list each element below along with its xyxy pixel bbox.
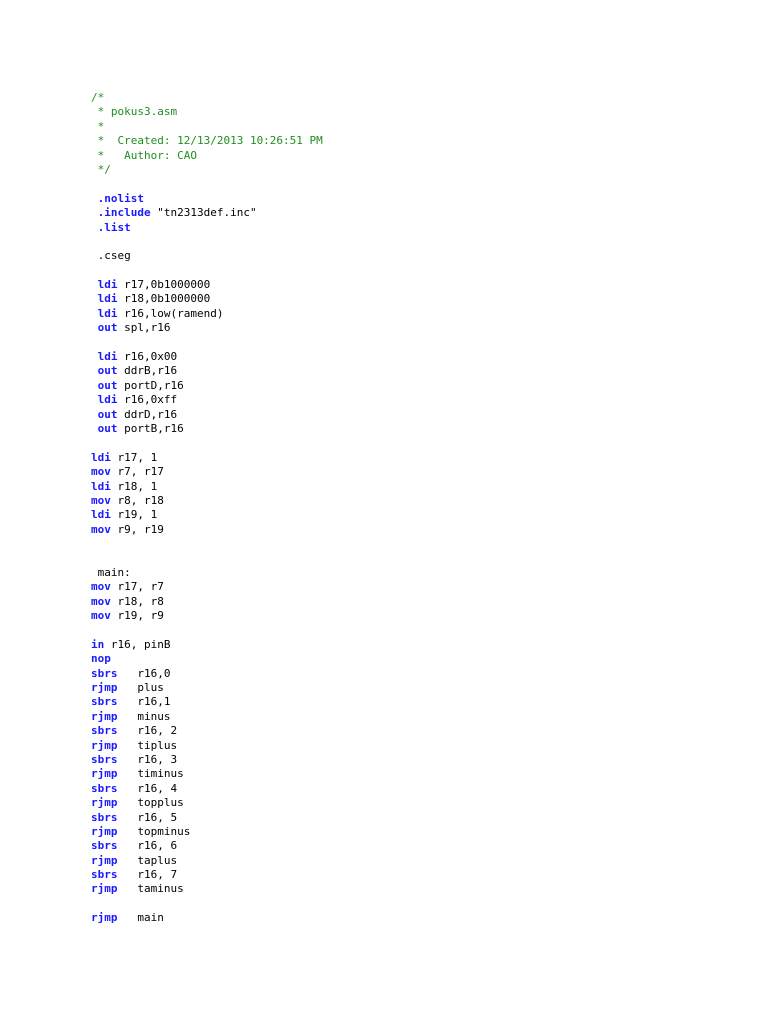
code-line (91, 235, 323, 249)
code-operand: r9, r19 (110, 522, 164, 536)
code-keyword: ldi (91, 292, 118, 306)
code-operand: r16, pinB (104, 637, 171, 651)
code-keyword: rjmp (91, 767, 118, 781)
code-operand: r7, r17 (110, 465, 164, 479)
code-line (91, 868, 323, 882)
code-line (91, 163, 323, 177)
code-listing (91, 91, 323, 926)
code-keyword: ldi (91, 479, 111, 493)
code-keyword: ldi (91, 508, 111, 522)
code-keyword: ldi (91, 350, 118, 364)
code-line (91, 451, 323, 465)
code-line (91, 523, 323, 537)
code-operand: r16,0x00 (117, 350, 178, 364)
code-comment: */ (91, 162, 111, 176)
code-line (91, 897, 323, 911)
code-operand: topminus (117, 824, 191, 838)
code-operand: ddrB,r16 (117, 364, 178, 378)
code-line (91, 782, 323, 796)
code-keyword: out (91, 407, 118, 421)
code-keyword: .include (91, 206, 151, 220)
code-line (91, 695, 323, 709)
code-keyword: sbrs (91, 810, 118, 824)
code-line (91, 724, 323, 738)
code-keyword: rjmp (91, 824, 118, 838)
code-operand: main: (91, 565, 131, 579)
code-operand: r19, r9 (110, 609, 164, 623)
code-operand: topplus (117, 796, 184, 810)
code-operand: timinus (117, 767, 184, 781)
code-line (91, 796, 323, 810)
code-line (91, 264, 323, 278)
code-operand: spl,r16 (117, 321, 171, 335)
code-line (91, 652, 323, 666)
code-keyword: rjmp (91, 882, 118, 896)
code-line (91, 480, 323, 494)
code-keyword: rjmp (91, 796, 118, 810)
code-line (91, 422, 323, 436)
code-line (91, 249, 323, 263)
code-keyword: .list (91, 220, 131, 234)
code-line (91, 465, 323, 479)
code-keyword: sbrs (91, 666, 118, 680)
code-line (91, 350, 323, 364)
code-keyword: sbrs (91, 695, 118, 709)
code-line (91, 192, 323, 206)
code-operand: r18, r8 (110, 594, 164, 608)
code-line (91, 494, 323, 508)
code-line (91, 623, 323, 637)
code-operand: r8, r18 (110, 493, 164, 507)
code-line (91, 221, 323, 235)
code-operand: r16, 4 (117, 781, 178, 795)
code-operand: r16, 6 (117, 839, 178, 853)
code-line (91, 364, 323, 378)
code-line (91, 508, 323, 522)
code-line (91, 177, 323, 191)
code-keyword: sbrs (91, 868, 118, 882)
code-keyword: rjmp (91, 681, 118, 695)
code-line (91, 408, 323, 422)
code-keyword: mov (91, 609, 111, 623)
code-line (91, 825, 323, 839)
code-operand: tiplus (117, 738, 178, 752)
code-line (91, 882, 323, 896)
code-keyword: mov (91, 594, 111, 608)
code-keyword: ldi (91, 393, 118, 407)
code-operand: r17, r7 (110, 580, 164, 594)
code-line (91, 134, 323, 148)
code-keyword: rjmp (91, 709, 118, 723)
code-operand: r17,0b1000000 (117, 278, 211, 292)
code-keyword: rjmp (91, 911, 118, 925)
code-comment: /* (91, 91, 105, 104)
code-keyword: rjmp (91, 853, 118, 867)
code-line (91, 278, 323, 292)
code-operand: "tn2313def.inc" (150, 206, 257, 220)
code-operand: portD,r16 (117, 378, 184, 392)
code-operand: main (117, 911, 164, 925)
code-line (91, 767, 323, 781)
code-operand: taminus (117, 882, 184, 896)
code-keyword: mov (91, 465, 111, 479)
code-operand: r16,0 (117, 666, 171, 680)
code-line (91, 393, 323, 407)
code-line (91, 811, 323, 825)
code-comment: * Author: CAO (91, 148, 197, 162)
code-line (91, 379, 323, 393)
code-line (91, 667, 323, 681)
code-line (91, 753, 323, 767)
code-operand: r18, 1 (110, 479, 158, 493)
code-keyword: ldi (91, 278, 118, 292)
code-keyword: mov (91, 580, 111, 594)
code-keyword: mov (91, 522, 111, 536)
code-comment: * (91, 119, 105, 133)
code-operand: r16,0xff (117, 393, 178, 407)
code-line (91, 436, 323, 450)
code-line (91, 321, 323, 335)
code-line (91, 206, 323, 220)
code-keyword: in (91, 637, 105, 651)
code-line (91, 149, 323, 163)
code-keyword: ldi (91, 450, 111, 464)
code-keyword: sbrs (91, 724, 118, 738)
code-line (91, 638, 323, 652)
code-operand: r16,low(ramend) (117, 306, 224, 320)
code-keyword: mov (91, 493, 111, 507)
code-keyword: ldi (91, 306, 118, 320)
code-operand: r16, 7 (117, 868, 178, 882)
code-keyword: sbrs (91, 781, 118, 795)
code-operand: r16, 2 (117, 724, 178, 738)
code-keyword: out (91, 364, 118, 378)
code-line (91, 120, 323, 134)
code-keyword: sbrs (91, 752, 118, 766)
code-keyword: sbrs (91, 839, 118, 853)
code-operand: r16, 5 (117, 810, 178, 824)
code-line (91, 681, 323, 695)
code-line (91, 609, 323, 623)
code-line (91, 566, 323, 580)
code-operand: r16,1 (117, 695, 171, 709)
code-keyword: .nolist (91, 191, 144, 205)
code-operand: ddrD,r16 (117, 407, 178, 421)
code-operand: .cseg (91, 249, 131, 263)
code-line (91, 911, 323, 925)
code-operand: r17, 1 (110, 450, 158, 464)
code-operand: r18,0b1000000 (117, 292, 211, 306)
code-line (91, 292, 323, 306)
code-line (91, 336, 323, 350)
code-operand: r19, 1 (110, 508, 158, 522)
code-line (91, 552, 323, 566)
code-keyword: out (91, 421, 118, 435)
code-comment: * pokus3.asm (91, 105, 178, 119)
code-operand: portB,r16 (117, 421, 184, 435)
code-line (91, 580, 323, 594)
code-keyword: rjmp (91, 738, 118, 752)
code-line (91, 91, 323, 105)
code-operand: taplus (117, 853, 178, 867)
code-operand: r16, 3 (117, 752, 178, 766)
code-line (91, 307, 323, 321)
code-line (91, 839, 323, 853)
code-line (91, 739, 323, 753)
code-keyword: out (91, 378, 118, 392)
code-keyword: out (91, 321, 118, 335)
code-operand: plus (117, 681, 164, 695)
code-operand: minus (117, 709, 171, 723)
code-line (91, 595, 323, 609)
code-keyword: nop (91, 652, 111, 666)
code-line (91, 105, 323, 119)
code-line (91, 854, 323, 868)
code-line (91, 710, 323, 724)
code-line (91, 537, 323, 551)
code-comment: * Created: 12/13/2013 10:26:51 PM (91, 134, 323, 148)
